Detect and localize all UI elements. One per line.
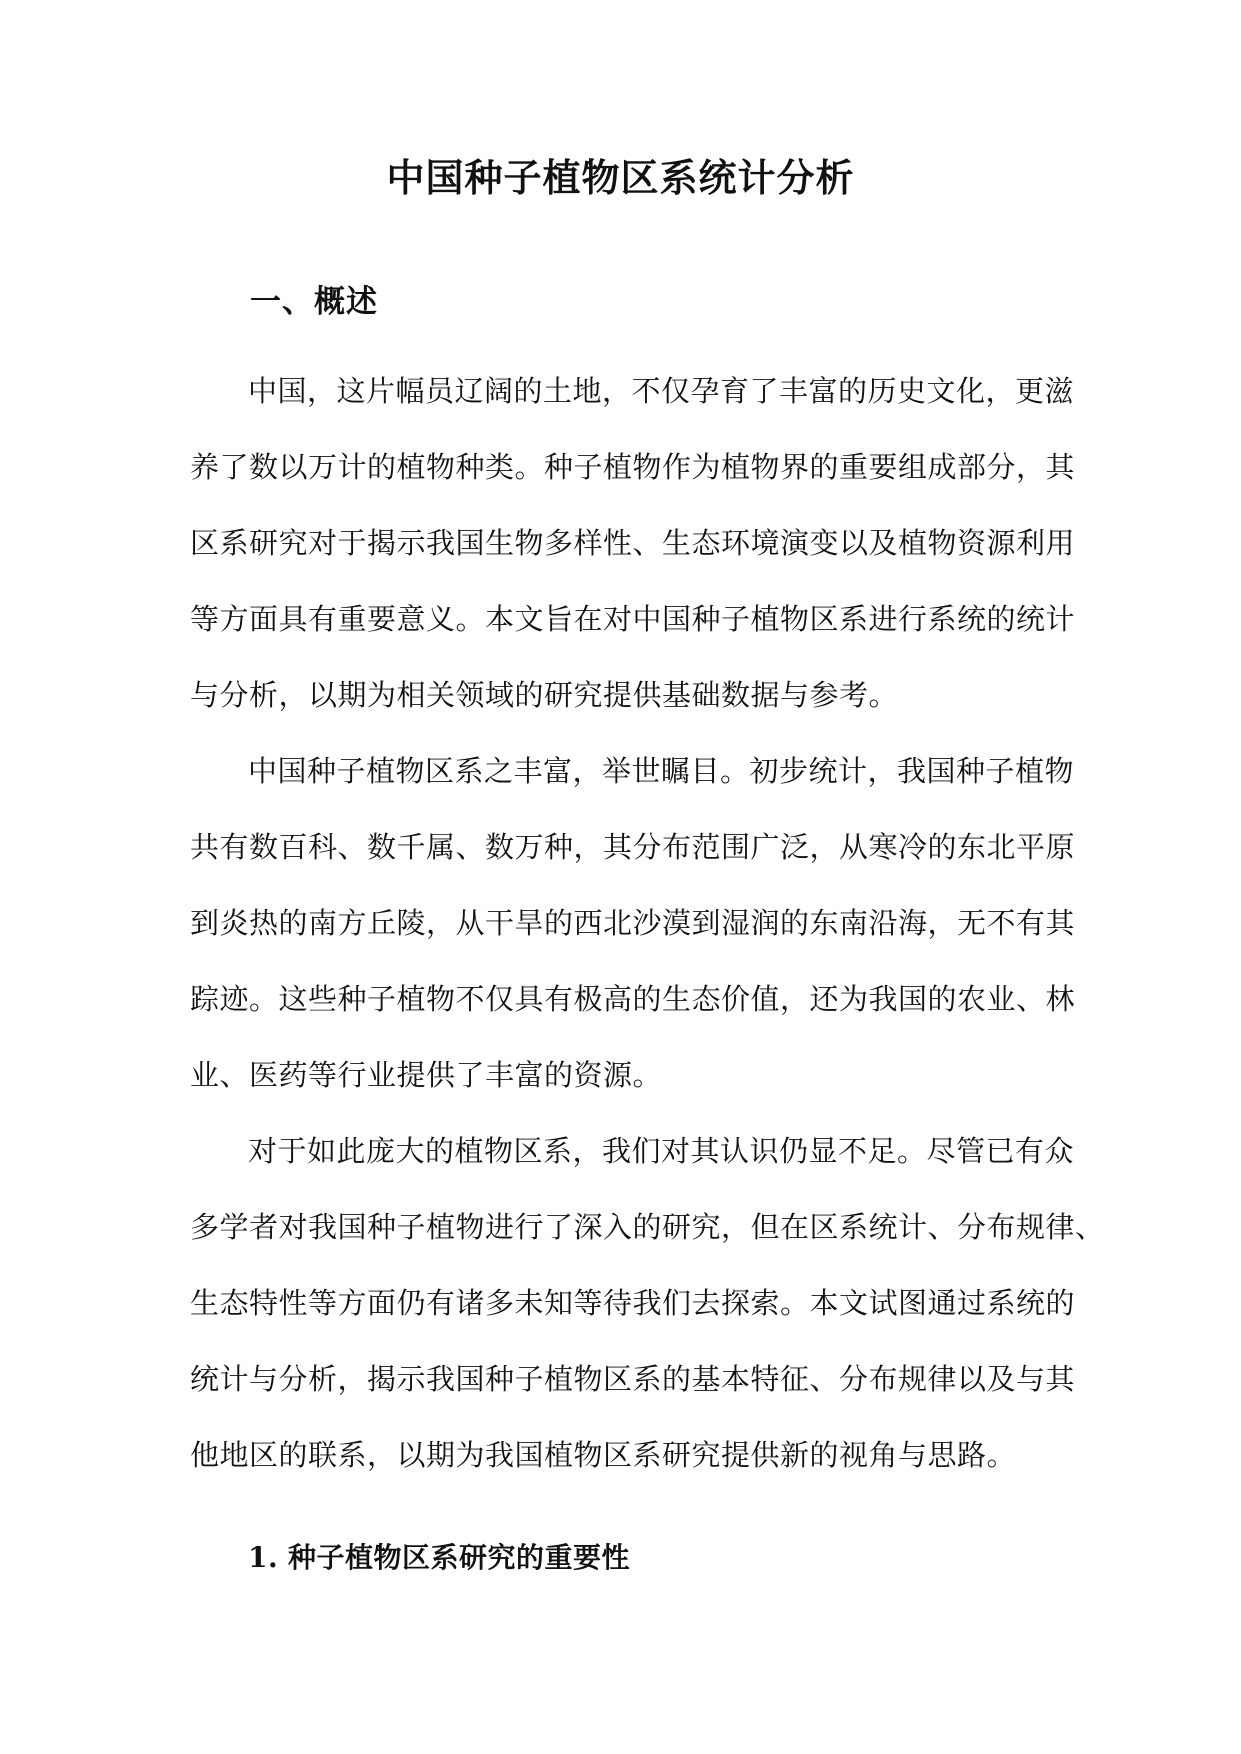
document-title: 中国种子植物区系统计分析 <box>386 155 855 200</box>
paragraph-line: 共有数百科、数千属、数万种，其分布范围广泛，从寒冷的东北平原 <box>190 830 1076 864</box>
paragraph-line: 等方面具有重要意义。本文旨在对中国种子植物区系进行系统的统计 <box>190 602 1076 636</box>
paragraph-line: 踪迹。这些种子植物不仅具有极高的生态价值，还为我国的农业、林 <box>190 982 1076 1016</box>
paragraph-line: 对于如此庞大的植物区系，我们对其认识仍显不足。尽管已有众 <box>248 1134 1075 1168</box>
subsection-number: 1. <box>248 1541 279 1574</box>
paragraph-line: 统计与分析，揭示我国种子植物区系的基本特征、分布规律以及与其 <box>190 1362 1076 1396</box>
paragraph-line: 养了数以万计的植物种类。种子植物作为植物界的重要组成部分，其 <box>190 450 1076 484</box>
paragraph-line: 生态特性等方面仍有诸多未知等待我们去探索。本文试图通过系统的 <box>190 1286 1076 1320</box>
paragraph-1 <box>190 353 1076 733</box>
paragraph-line: 多学者对我国种子植物进行了深入的研究，但在区系统计、分布规律、 <box>190 1210 1105 1244</box>
paragraph-3 <box>190 1113 1105 1493</box>
paragraph-line: 到炎热的南方丘陵，从干旱的西北沙漠到湿润的东南沿海，无不有其 <box>190 906 1076 940</box>
paragraph-line: 中国，这片幅员辽阔的土地，不仅孕育了丰富的历史文化，更滋 <box>248 374 1075 408</box>
paragraph-line: 业、医药等行业提供了丰富的资源。 <box>190 1058 663 1092</box>
paragraph-line: 中国种子植物区系之丰富，举世瞩目。初步统计，我国种子植物 <box>248 754 1075 788</box>
paragraph-2 <box>190 733 1076 1113</box>
subsection-heading <box>248 1538 630 1578</box>
paragraph-line: 区系研究对于揭示我国生物多样性、生态环境演变以及植物资源利用 <box>190 526 1076 560</box>
paragraph-line: 他地区的联系，以期为我国植物区系研究提供新的视角与思路。 <box>190 1438 1017 1472</box>
subsection-title: 种子植物区系研究的重要性 <box>288 1541 631 1574</box>
section-heading: 一、概述 <box>250 284 378 320</box>
paragraph-line: 与分析，以期为相关领域的研究提供基础数据与参考。 <box>190 678 899 712</box>
